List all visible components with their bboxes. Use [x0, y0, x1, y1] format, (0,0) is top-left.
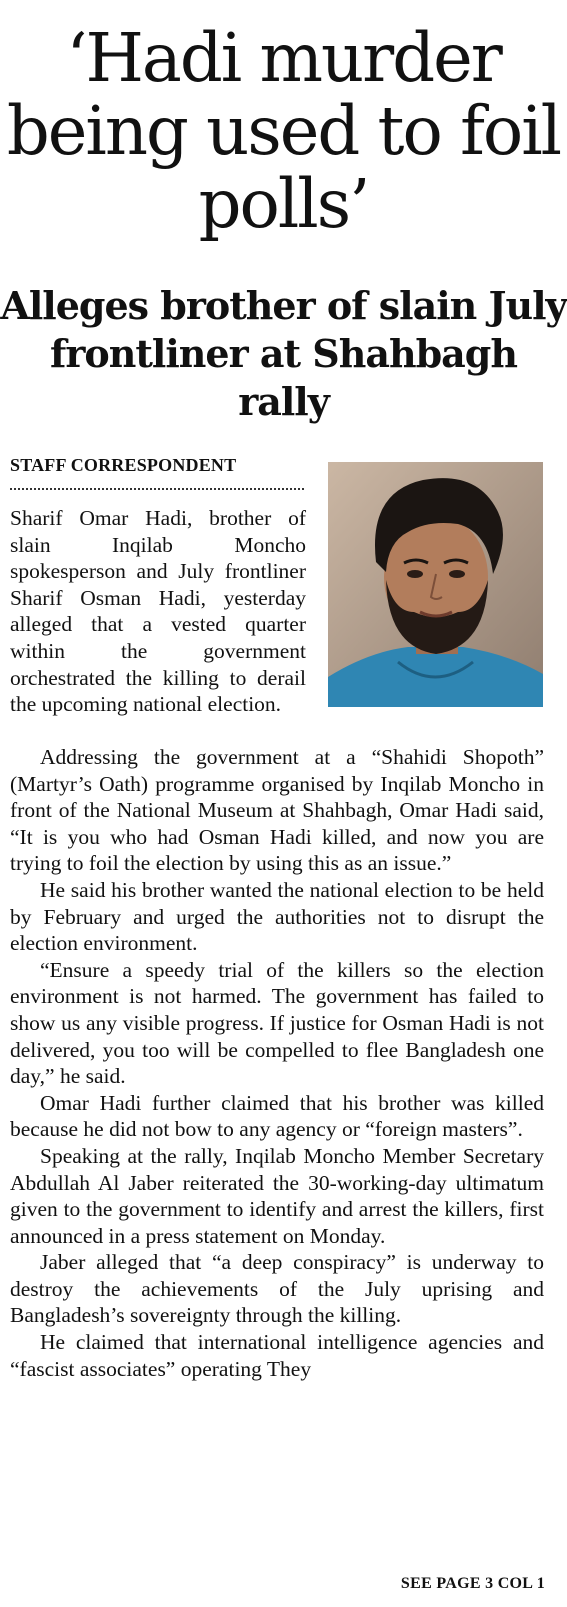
paragraph: Sharif Omar Hadi, brother of slain Inqilab Moncho spokesperson and July frontliner Sharif Osman Hadi, yesterday alleged that a vested quarter within the government orchestrated the killing to derail the upcoming national election. [10, 506, 306, 717]
headline: ‘Hadi murder being used to foil polls’ [6, 19, 561, 243]
paragraph: He claimed that international intelligence agencies and “fascist associates” operating They [10, 1330, 544, 1381]
portrait-photo [328, 462, 543, 707]
paragraph: Jaber alleged that “a deep conspiracy” is underway to destroy the achievements of the July uprising and Bangladesh’s sovereignty through the killing. [10, 1250, 544, 1328]
paragraph: Speaking at the rally, Inqilab Moncho Member Secretary Abdullah Al Jaber reiterated the 30-working-day ultimatum given to the government to identify and arrest the killers, first announced in a press statement on Monday. [10, 1143, 544, 1248]
byline-dotted-rule [10, 488, 304, 490]
article-intro [10, 505, 306, 718]
paragraph: “Ensure a speedy trial of the killers so the election environment is not harmed. The government has failed to show us any visible progress. If justice for Osman Hadi is not delivered, you too will be compelled to flee Bangladesh one day,” he said. [10, 957, 544, 1089]
subheadline: Alleges brother of slain July frontliner at Shahbagh rally [0, 283, 567, 424]
paragraph: Omar Hadi further claimed that his brother was killed because he did not bow to any agency or “foreign masters”. [10, 1090, 544, 1142]
paragraph: He said his brother wanted the national election to be held by February and urged the authorities not to disrupt the election environment. [10, 877, 544, 956]
byline: STAFF CORRESPONDENT [10, 455, 237, 475]
article-body [10, 744, 544, 1382]
paragraph: Addressing the government at a “Shahidi Shopoth” (Martyr’s Oath) programme organised by Inqilab Moncho in front of the National Museum at Shahbagh, Omar Hadi said, “It is you who had Osman Hadi killed, and now you are trying to foil the election by using this as an issue.” [10, 745, 544, 876]
continued-on-page: SEE PAGE 3 COL 1 [400, 1575, 545, 1592]
